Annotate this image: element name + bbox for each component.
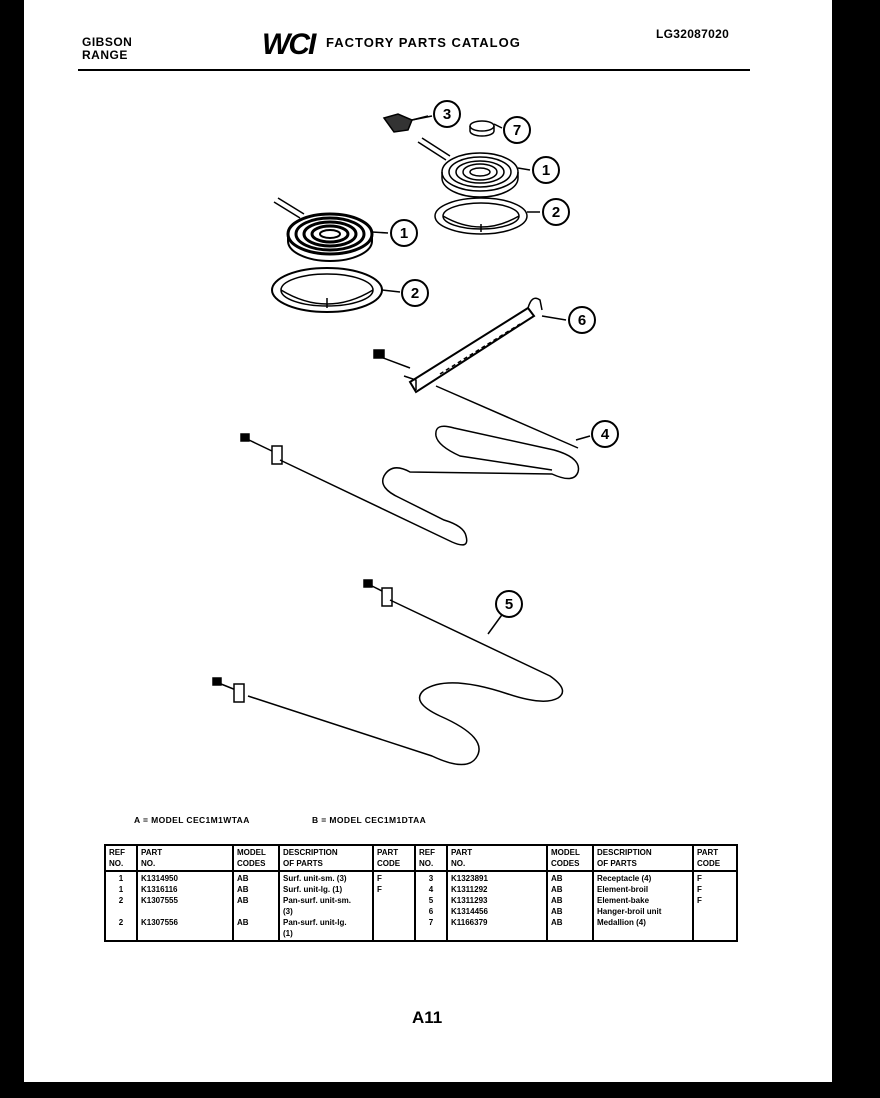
col-desc-right: Receptacle (4) Element-broil Element-bake Hanger-broil unit Medallion (4) — [593, 871, 693, 941]
header-part-left: PART NO. — [137, 845, 233, 871]
callout-1-upper — [533, 157, 559, 183]
col-codes-right: AB AB AB AB AB — [547, 871, 593, 941]
callout-5 — [496, 591, 522, 617]
callout-7 — [504, 117, 530, 143]
col-partcode-right: F F F — [693, 871, 737, 941]
catalog-number: LG32087020 — [656, 27, 730, 41]
header-codes-left: MODEL CODES — [233, 845, 279, 871]
callout-6 — [569, 307, 595, 333]
page-number: A11 — [412, 1008, 443, 1027]
receptacle-part — [384, 114, 428, 132]
svg-text:1: 1 — [541, 162, 551, 179]
col-partcode-left: F F — [373, 871, 415, 941]
medallion-part — [470, 121, 494, 136]
callout-3 — [434, 101, 460, 127]
svg-text:4: 4 — [600, 426, 610, 443]
header-ref-left: REF NO. — [105, 845, 137, 871]
surface-unit-small — [418, 138, 518, 197]
svg-text:1: 1 — [399, 225, 409, 242]
broil-element — [241, 386, 579, 545]
svg-text:5: 5 — [504, 596, 514, 613]
drip-pan-large — [272, 268, 382, 312]
header-desc-left: DESCRIPTION OF PARTS — [279, 845, 373, 871]
callout-2-lower — [402, 280, 428, 306]
model-b-label: B = MODEL CEC1M1DTAA — [312, 815, 427, 825]
svg-text:7: 7 — [512, 122, 522, 139]
hanger-broil-unit — [374, 298, 542, 392]
col-part-right: K1323891 K1311292 K1311293 K1314456 K1166379 — [447, 871, 547, 941]
brand-line-2: RANGE — [82, 48, 128, 62]
wci-logo: WCI — [262, 28, 315, 61]
col-part-left: K1314950 K1316116 K1307555 K1307556 — [137, 871, 233, 941]
col-desc-left: Surf. unit-sm. (3) Surf. unit-lg. (1) Pan-surf. unit-sm. (3) Pan-surf. unit-lg. (1) — [279, 871, 373, 941]
header-part-right: PART NO. — [447, 845, 547, 871]
parts-table-body — [105, 871, 737, 941]
drip-pan-small — [435, 198, 527, 234]
surface-unit-large — [274, 198, 372, 261]
parts-table-header — [105, 845, 737, 871]
header-partcode-right: PART CODE — [693, 845, 737, 871]
header-desc-right: DESCRIPTION OF PARTS — [593, 845, 693, 871]
header-codes-right: MODEL CODES — [547, 845, 593, 871]
svg-text:2: 2 — [410, 285, 420, 302]
header-ref-right: REF NO. — [415, 845, 447, 871]
callout-4 — [592, 421, 618, 447]
svg-text:6: 6 — [577, 312, 587, 329]
callout-2-upper — [543, 199, 569, 225]
col-codes-left: AB AB AB AB — [233, 871, 279, 941]
svg-text:2: 2 — [551, 204, 561, 221]
callout-1-lower — [391, 220, 417, 246]
header-partcode-left: PART CODE — [373, 845, 415, 871]
model-a-label: A = MODEL CEC1M1WTAA — [134, 815, 250, 825]
brand-line-1: GIBSON — [82, 35, 133, 49]
parts-table — [104, 844, 738, 942]
catalog-title: FACTORY PARTS CATALOG — [326, 35, 521, 50]
col-ref-right: 3 4 5 6 7 — [415, 871, 447, 941]
svg-text:3: 3 — [442, 106, 452, 123]
col-ref-left: 1 1 2 2 — [105, 871, 137, 941]
